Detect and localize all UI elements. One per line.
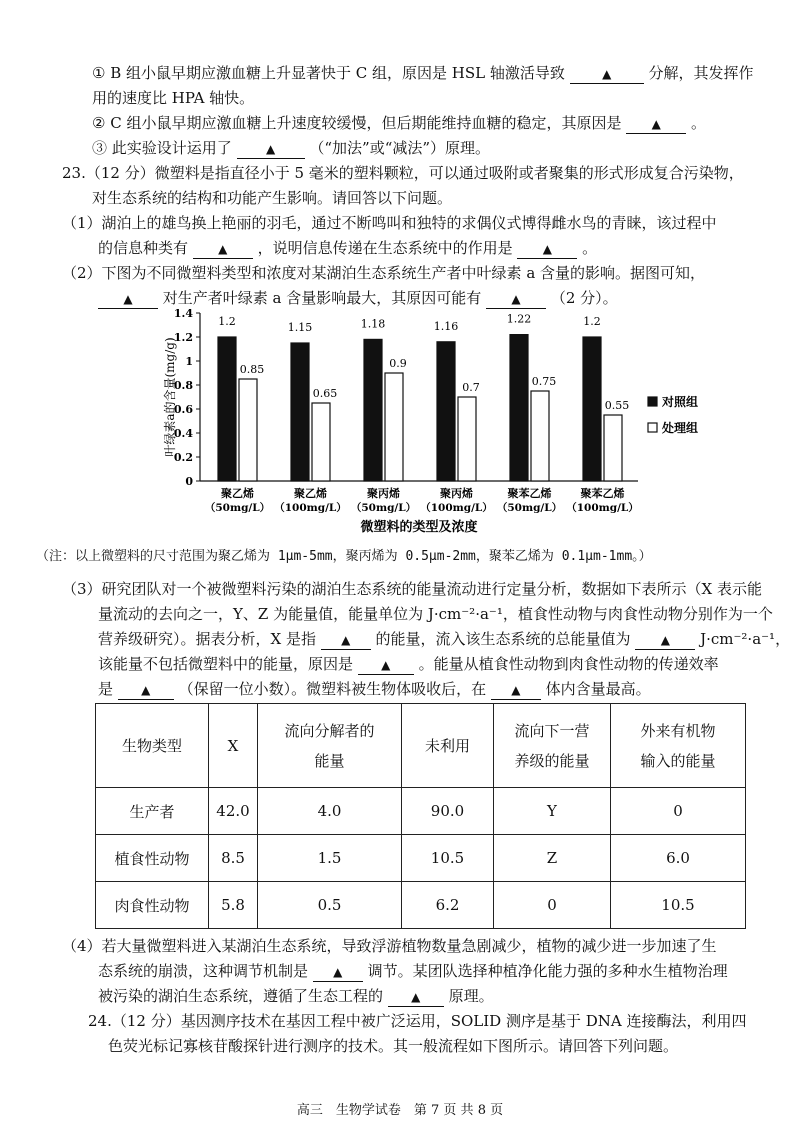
- data-label: 0.85: [239, 363, 265, 376]
- q23-p3-line1: （3）研究团队对一个被微塑料污染的湖泊生态系统的能量流动进行定量分析，数据如下表所示（X 表示能: [62, 580, 762, 598]
- q22-item1-line1: [92, 62, 753, 84]
- table-header: X: [209, 704, 258, 788]
- table-header: 流向下一营 养级的能量: [494, 704, 611, 788]
- answer-blank[interactable]: [118, 680, 174, 700]
- answer-blank[interactable]: [237, 139, 305, 159]
- table-row: [96, 788, 746, 835]
- data-label: 0.55: [604, 399, 630, 412]
- category-concentration: （50mg/L）: [350, 502, 417, 514]
- page-footer: 高三 生物学试卷 第 7 页 共 8 页: [296, 1103, 504, 1118]
- circled-number-3: ③: [92, 139, 108, 157]
- energy-flow-table: [95, 703, 746, 929]
- table-cell: 6.0: [611, 835, 746, 882]
- q23-p3-c-pre: 营养级研究）。据表分析，X 是指: [98, 630, 316, 648]
- blank-triangle-icon: ▲: [602, 67, 612, 81]
- answer-blank[interactable]: [98, 289, 158, 309]
- q23-header: 23.（12 分）微塑料是指直径小于 5 毫米的塑料颗粒，可以通过吸附或者聚集的形式形成复合污染物，: [62, 164, 744, 182]
- category-concentration: （100mg/L）: [566, 502, 639, 514]
- table-cell: 0.5: [258, 882, 402, 929]
- q23-p4-c-post: 原理。: [448, 987, 494, 1005]
- legend-swatch: [648, 423, 657, 432]
- q23-p4-b-pre: 态系统的崩溃，这种调节机制是: [98, 962, 309, 980]
- q23-p1-line2: [98, 237, 597, 259]
- q23-p2-line1: （2）下图为不同微塑料类型和浓度对某湖泊生态系统生产者中叶绿素 a 含量的影响。据图可知，: [62, 264, 706, 282]
- blank-triangle-icon: ▲: [542, 242, 552, 256]
- bar-treatment: [239, 379, 257, 481]
- table-cell: 肉食性动物: [96, 882, 209, 929]
- category-concentration: （100mg/L）: [274, 502, 347, 514]
- blank-triangle-icon: ▲: [651, 117, 661, 131]
- chlorophyll-bar-chart: [160, 305, 720, 537]
- table-row: [96, 882, 746, 929]
- table-cell: 0: [611, 788, 746, 835]
- data-label: 1.22: [506, 312, 532, 326]
- blank-triangle-icon: ▲: [660, 633, 670, 647]
- y-tick-label: 0.8: [173, 379, 193, 392]
- bar-treatment: [458, 397, 476, 481]
- category-label: 聚丙烯: [367, 487, 400, 500]
- answer-blank[interactable]: [321, 630, 371, 650]
- category-concentration: （100mg/L）: [420, 502, 493, 514]
- blank-triangle-icon: ▲: [141, 683, 151, 697]
- legend-swatch: [648, 397, 657, 406]
- table-cell: 42.0: [209, 788, 258, 835]
- answer-blank[interactable]: [626, 114, 686, 134]
- q23-header-cont: 对生态系统的结构和功能产生影响。请回答以下问题。: [92, 189, 453, 207]
- q23-p3-e-mid: （保留一位小数）。微塑料被生物体吸收后，在: [178, 680, 487, 698]
- q24-header-cont: 色荧光标记寡核苷酸探针进行测序的技术。其一般流程如下图所示。请回答下列问题。: [108, 1037, 679, 1055]
- data-label: 1.15: [287, 321, 313, 334]
- table-cell: 10.5: [402, 835, 494, 882]
- category-label: 聚苯乙烯: [507, 487, 552, 500]
- blank-triangle-icon: ▲: [333, 965, 343, 979]
- category-label: 聚乙烯: [221, 487, 254, 500]
- q22-item1-post: 分解，其发挥作: [648, 64, 754, 82]
- answer-blank[interactable]: [491, 680, 541, 700]
- bar-treatment: [604, 415, 622, 481]
- data-label: 1.18: [360, 317, 386, 331]
- data-label: 1.16: [433, 319, 459, 333]
- table-cell: 8.5: [209, 835, 258, 882]
- blank-triangle-icon: ▲: [218, 242, 228, 256]
- chart-x-axis-label: 微塑料的类型及浓度: [360, 520, 478, 535]
- q23-p1-pre: 的信息种类有: [98, 239, 189, 257]
- y-tick-label: 1.2: [173, 331, 193, 344]
- q22-item1-text: B 组小鼠早期应激血糖上升显著快于 C 组，原因是 HSL 轴激活导致: [110, 64, 565, 82]
- q22-item1-line2: 用的速度比 HPA 轴快。: [92, 89, 255, 107]
- chart-y-axis-label: 叶绿素a的含量(mg/g): [163, 337, 177, 457]
- circled-number-2: ②: [92, 114, 106, 132]
- q22-item2-line: [92, 112, 706, 134]
- answer-blank[interactable]: [358, 655, 414, 675]
- q22-item2-text: C 组小鼠早期应激血糖上升速度较缓慢，但后期能维持血糖的稳定，其原因是: [110, 114, 622, 132]
- answer-blank[interactable]: [313, 962, 363, 982]
- table-cell: Z: [494, 835, 611, 882]
- bar-treatment: [312, 403, 330, 481]
- q23-p3-d-post: 。能量从植食性动物到肉食性动物的传递效率: [418, 655, 719, 673]
- blank-triangle-icon: ▲: [123, 292, 133, 306]
- q23-p3-line3: [98, 628, 790, 650]
- table-header-row: [96, 704, 746, 788]
- table-header: 外来有机物 输入的能量: [611, 704, 746, 788]
- answer-blank[interactable]: [570, 64, 644, 84]
- blank-triangle-icon: ▲: [341, 633, 351, 647]
- data-label: 0.7: [462, 381, 480, 394]
- category-label: 聚丙烯: [440, 487, 473, 500]
- data-label: 0.65: [312, 387, 338, 400]
- bar-treatment: [531, 391, 549, 481]
- y-tick-label: 0.4: [173, 427, 193, 440]
- y-tick-label: 0.2: [173, 451, 193, 464]
- q23-p3-line5: [98, 678, 651, 700]
- data-label: 0.9: [389, 357, 407, 370]
- q23-p1-mid: ，说明信息传递在生态系统中的作用是: [257, 239, 513, 257]
- table-row: [96, 835, 746, 882]
- table-cell: 4.0: [258, 788, 402, 835]
- category-label: 聚苯乙烯: [580, 487, 625, 500]
- data-label: 1.2: [583, 315, 601, 328]
- q23-p4-b-post: 调节。某团队选择种植净化能力强的多种水生植物治理: [367, 962, 728, 980]
- answer-blank[interactable]: [388, 987, 444, 1007]
- q23-p4-line2: [98, 960, 728, 982]
- legend-label: 处理组: [662, 421, 699, 435]
- q22-item2-post: 。: [691, 114, 707, 132]
- bar-control: [291, 343, 309, 481]
- bar-control: [364, 339, 382, 481]
- legend-label: 对照组: [662, 395, 699, 409]
- q23-p3-d-pre: 该能量不包括微塑料中的能量，原因是: [98, 655, 354, 673]
- q23-p2-mid: 对生产者叶绿素 a 含量影响最大，其原因可能有: [162, 289, 482, 307]
- y-tick-label: 0.6: [173, 403, 193, 416]
- bar-control: [583, 337, 601, 481]
- table-cell: Y: [494, 788, 611, 835]
- category-concentration: （50mg/L）: [204, 502, 271, 514]
- table-cell: 6.2: [402, 882, 494, 929]
- q22-item3-post: （“加法”或“减法”）原理。: [309, 139, 491, 157]
- q23-p4-line3: [98, 985, 494, 1007]
- y-tick-label: 1: [185, 355, 193, 368]
- table-header: 未利用: [402, 704, 494, 788]
- table-cell: 5.8: [209, 882, 258, 929]
- data-label: 0.75: [531, 375, 557, 388]
- table-header: 生物类型: [96, 704, 209, 788]
- bar-control: [437, 342, 455, 481]
- q24-header: 24.（12 分）基因测序技术在基因工程中被广泛运用，SOLID 测序是基于 DNA 连接酶法，利用四: [88, 1012, 747, 1030]
- chart-footnote: （注：以上微塑料的尺寸范围为聚乙烯为 1μm-5mm，聚丙烯为 0.5μm-2mm，聚苯乙烯为 0.1μm-1mm。）: [36, 549, 652, 564]
- bar-control: [218, 337, 236, 481]
- category-label: 聚乙烯: [294, 487, 327, 500]
- answer-blank[interactable]: [517, 239, 577, 259]
- q23-p3-c-post: J·cm⁻²·a⁻¹，: [700, 630, 791, 648]
- q23-p3-e-pre: 是: [98, 680, 114, 698]
- q22-item3-text: 此实验设计运用了: [111, 139, 232, 157]
- blank-triangle-icon: ▲: [511, 683, 521, 697]
- q23-p1-line1: （1）湖泊上的雄鸟换上艳丽的羽毛，通过不断鸣叫和独特的求偶仪式博得雌水鸟的青睐，该过程中: [62, 214, 717, 232]
- blank-triangle-icon: ▲: [381, 658, 391, 672]
- bar-treatment: [385, 373, 403, 481]
- q23-p3-e-post: 体内含量最高。: [545, 680, 651, 698]
- y-tick-label: 0: [185, 475, 193, 488]
- table-header: 流向分解者的 能量: [258, 704, 402, 788]
- y-tick-label: 1.4: [173, 307, 193, 320]
- answer-blank[interactable]: [635, 630, 695, 650]
- table-cell: 生产者: [96, 788, 209, 835]
- q23-p3-line2: 量流动的去向之一，Y、Z 为能量值，能量单位为 J·cm⁻²·a⁻¹，植食性动物与肉食性动物分别作为一个: [98, 605, 773, 623]
- table-cell: 10.5: [611, 882, 746, 929]
- q23-p1-post: 。: [582, 239, 598, 257]
- q23-p4-line1: （4）若大量微塑料进入某湖泊生态系统，导致浮游植物数量急剧减少，植物的减少进一步加速了生: [62, 937, 717, 955]
- q22-item3-line: [92, 137, 490, 159]
- q23-p2-post: （2 分）。: [550, 289, 618, 307]
- answer-blank[interactable]: [193, 239, 253, 259]
- table-cell: 1.5: [258, 835, 402, 882]
- circled-number-1: ①: [92, 64, 106, 82]
- q23-p3-c-mid: 的能量，流入该生态系统的总能量值为: [375, 630, 631, 648]
- category-concentration: （50mg/L）: [496, 502, 563, 514]
- bar-control: [510, 335, 528, 481]
- blank-triangle-icon: ▲: [511, 292, 521, 306]
- table-cell: 植食性动物: [96, 835, 209, 882]
- data-label: 1.2: [218, 315, 236, 328]
- q23-p4-c-pre: 被污染的湖泊生态系统，遵循了生态工程的: [98, 987, 384, 1005]
- table-cell: 0: [494, 882, 611, 929]
- table-cell: 90.0: [402, 788, 494, 835]
- blank-triangle-icon: ▲: [265, 142, 276, 156]
- q23-p3-line4: [98, 653, 719, 675]
- blank-triangle-icon: ▲: [411, 990, 421, 1004]
